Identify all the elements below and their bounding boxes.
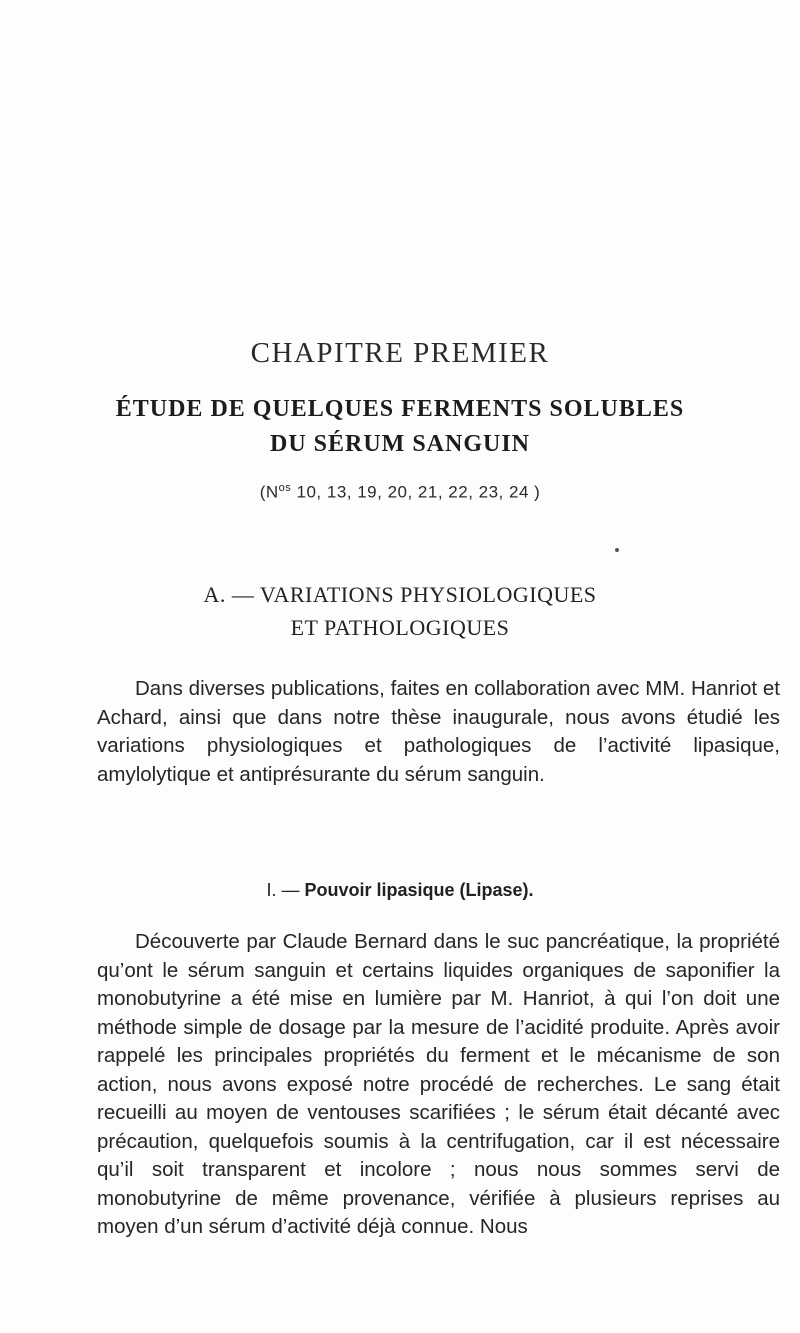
ink-dot — [615, 548, 619, 552]
section-a-heading-line-1: A. — VARIATIONS PHYSIOLOGIQUES — [203, 582, 597, 607]
references-numbers: 10, 13, 19, 20, 21, 22, 23, 24 ) — [291, 482, 541, 502]
chapter-title: CHAPITRE PREMIER — [250, 337, 550, 369]
subsection-heading — [0, 880, 800, 901]
references-prefix: (N — [259, 482, 279, 502]
subsection-title: Pouvoir lipasique (Lipase). — [304, 880, 534, 900]
paragraph-intro: Dans diverses publications, faites en collaboration avec MM. Hanriot et Achard, ainsi que dans notre thèse inaugurale, nous avons étudié les variations physiologiques et pathologiques de l’activité lipasique, amylolytique et antiprésurante du sérum sanguin. — [97, 677, 780, 786]
main-title-line-2: DU SÉRUM SANGUIN — [269, 431, 531, 457]
section-a-heading-line-2: ET PATHOLOGIQUES — [290, 615, 510, 640]
main-title-line-1: ÉTUDE DE QUELQUES FERMENTS SOLUBLES — [115, 396, 685, 422]
subsection-number: I. — — [266, 880, 305, 900]
paragraph-lipase: Découverte par Claude Bernard dans le suc pancréatique, la propriété qu’ont le sérum sanguin et certains liquides organiques de saponifier la monobutyrine a été mise en lumière par M. Hanriot, à qui l’on doit une méthode simple de dosage par la mesure de l’acidité produite. Après avoir rappelé les principales propriétés du ferment et le mécanisme de son action, nous avons exposé notre procédé de recherches. Le sang était recueilli au moyen de ventouses scarifiées ; le sérum était décanté avec précaution, quelquefois soumis à la centrifugation, car il est nécessaire qu’il soit transparent et incolore ; nous nous sommes servi de monobutyrine de même provenance, vérifiée à plusieurs reprises au moyen d’un sérum d’activité déjà connue. Nous — [97, 930, 780, 1238]
references-prefix-superscript: os — [278, 482, 292, 494]
publication-references — [0, 482, 800, 503]
